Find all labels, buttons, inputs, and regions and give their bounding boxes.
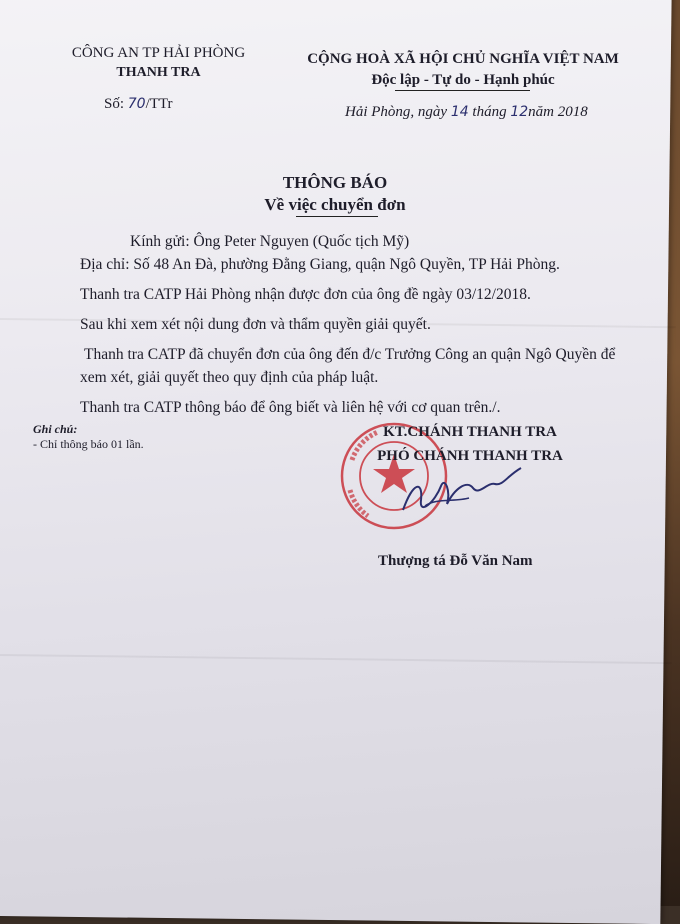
nation-name: CỘNG HOÀ XÃ HỘI CHỦ NGHĨA VIỆT NAM <box>307 51 619 67</box>
paper-fold <box>0 654 671 664</box>
date-month-label: tháng <box>472 104 507 120</box>
body-paragraph: Thanh tra CATP thông báo để ông biết và liên hệ với cơ quan trên./. <box>80 399 501 416</box>
national-motto: Độc lập - Tự do - Hạnh phúc <box>371 72 555 88</box>
notes-section <box>33 422 144 452</box>
body-paragraph: Sau khi xem xét nội dung đơn và thẩm quyền giải quyết. <box>80 316 431 333</box>
body-paragraph: Thanh tra CATP đã chuyển đơn của ông đến đ/c Trưởng Công an quận Ngô Quyền để xem xét, giải quyết theo quy định của pháp luật. <box>80 346 616 386</box>
signer-name: Thượng tá Đỗ Văn Nam <box>378 553 533 569</box>
title-main: THÔNG BÁO <box>282 173 388 192</box>
body-paragraph: Thanh tra CATP Hải Phòng nhận được đơn của ông đề ngày 03/12/2018. <box>80 286 531 303</box>
agency-unit: THANH TRA <box>116 65 201 80</box>
notes-item: - Chỉ thông báo 01 lần. <box>33 437 144 451</box>
date-prefix: Hải Phòng, ngày <box>345 104 448 120</box>
agency-name: CÔNG AN TP HẢI PHÒNG <box>71 45 246 61</box>
title-subject: Về việc chuyển đơn <box>264 195 406 214</box>
number-suffix: /TTr <box>145 96 173 112</box>
national-header <box>298 49 628 91</box>
date-month: 12 <box>510 104 529 120</box>
motto-underline <box>395 90 530 91</box>
notes-label: Ghi chú: <box>33 422 78 436</box>
address-line: Địa chỉ: Số 48 An Đà, phường Đằng Giang, quận Ngô Quyền, TP Hải Phòng. <box>80 256 560 273</box>
date-year: năm 2018 <box>528 104 588 120</box>
date-day: 14 <box>450 104 469 120</box>
document-title <box>200 172 470 216</box>
sign-title-1: KT.CHÁNH THANH TRA <box>383 424 557 440</box>
date-line <box>345 104 588 121</box>
issuing-agency <box>36 44 281 82</box>
sign-title-2: PHÓ CHÁNH THANH TRA <box>377 448 563 464</box>
title-underline <box>296 216 378 217</box>
number-prefix: Số: <box>104 96 125 112</box>
document-number <box>104 96 173 113</box>
signature-block <box>350 420 590 468</box>
document-body <box>80 228 640 419</box>
handwritten-signature <box>395 462 525 522</box>
number-handwritten: 70 <box>127 96 146 112</box>
recipient-line: Kính gửi: Ông Peter Nguyen (Quốc tịch Mỹ) <box>130 233 410 250</box>
